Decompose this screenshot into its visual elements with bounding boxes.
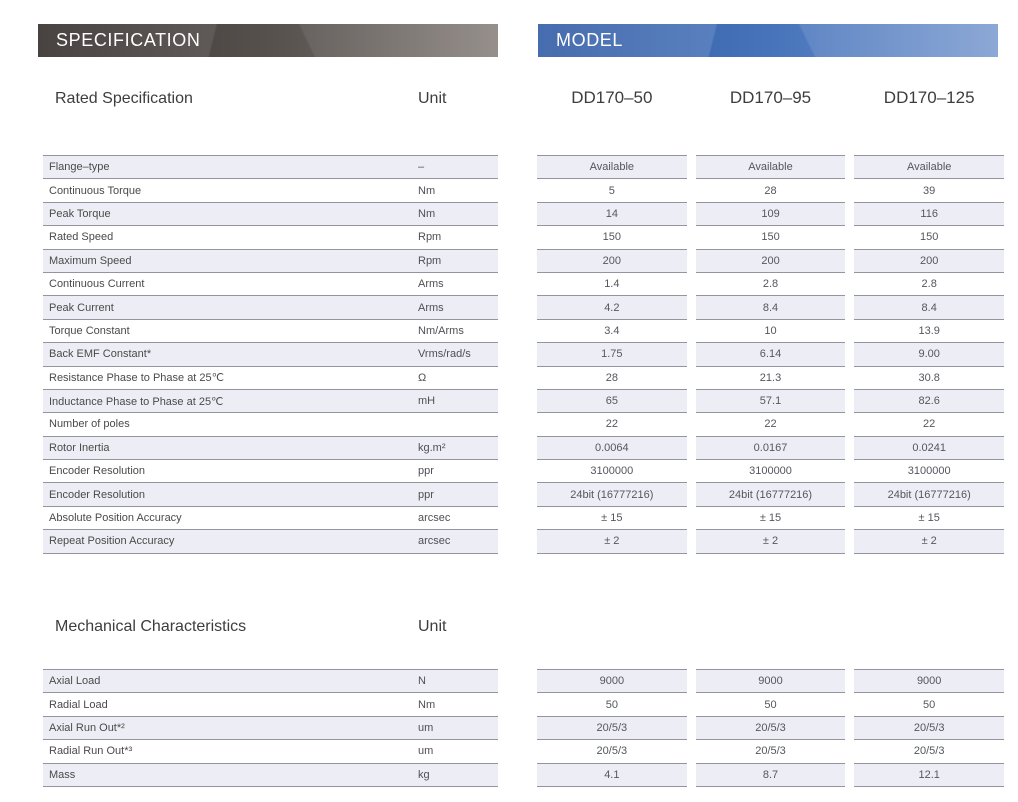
- value-cell: 22: [696, 413, 846, 436]
- value-cell: 1.4: [537, 273, 687, 296]
- value-cell: 20/5/3: [696, 740, 846, 763]
- spec-row: [43, 203, 498, 226]
- value-cell: 3100000: [537, 460, 687, 483]
- value-cell: 150: [537, 226, 687, 249]
- spec-row: [43, 320, 498, 343]
- row-unit: Nm/Arms: [418, 324, 464, 337]
- spec-row: [43, 390, 498, 413]
- rated-unit-header: Unit: [418, 90, 447, 107]
- value-cell: Available: [537, 156, 687, 179]
- value-cell: Available: [854, 156, 1004, 179]
- value-cell: 0.0064: [537, 437, 687, 460]
- spec-row: [43, 296, 498, 319]
- model-banner-label: MODEL: [556, 30, 624, 50]
- row-unit: kg: [418, 768, 430, 781]
- model-header-row: [537, 88, 1004, 108]
- spec-row: [43, 693, 498, 716]
- row-unit: –: [418, 161, 425, 174]
- model-name: DD170–95: [729, 88, 812, 107]
- value-cell: 0.0167: [696, 437, 846, 460]
- model-value-column: [696, 669, 846, 787]
- row-label: Encoder Resolution: [49, 465, 146, 478]
- row-unit: Rpm: [418, 231, 442, 244]
- model-value-column: [696, 155, 846, 554]
- row-unit: Nm: [418, 184, 436, 197]
- row-label: Back EMF Constant*: [49, 348, 152, 361]
- row-label: Continuous Current: [49, 278, 145, 291]
- spec-row: [43, 717, 498, 740]
- value-cell: 150: [696, 226, 846, 249]
- value-cell: 14: [537, 203, 687, 226]
- value-cell: 10: [696, 320, 846, 343]
- value-cell: 24bit (16777216): [696, 483, 846, 506]
- row-label: Rotor Inertia: [49, 441, 110, 454]
- value-cell: ± 15: [696, 507, 846, 530]
- value-cell: 9000: [854, 670, 1004, 693]
- value-cell: ± 15: [854, 507, 1004, 530]
- value-cell: 200: [854, 250, 1004, 273]
- row-label: Continuous Torque: [49, 184, 142, 197]
- value-cell: Available: [696, 156, 846, 179]
- spec-row: [43, 670, 498, 693]
- value-cell: 0.0241: [854, 437, 1004, 460]
- model-name: DD170–125: [883, 88, 975, 107]
- row-unit: Arms: [418, 278, 444, 291]
- value-cell: 2.8: [696, 273, 846, 296]
- value-cell: 28: [537, 367, 687, 390]
- spec-row: [43, 156, 498, 179]
- row-unit: ppr: [418, 488, 434, 501]
- rated-spec-table: [43, 155, 498, 554]
- row-label: Radial Run Out*³: [49, 745, 133, 758]
- value-cell: 9000: [537, 670, 687, 693]
- value-cell: 50: [537, 693, 687, 716]
- value-cell: 13.9: [854, 320, 1004, 343]
- value-cell: 28: [696, 179, 846, 202]
- row-label: Radial Load: [49, 698, 108, 711]
- row-unit: arcsec: [418, 535, 451, 548]
- model-value-column: [537, 155, 687, 554]
- value-cell: 9.00: [854, 343, 1004, 366]
- spec-row: [43, 250, 498, 273]
- row-unit: Ω: [418, 371, 427, 384]
- value-cell: 200: [537, 250, 687, 273]
- value-cell: 30.8: [854, 367, 1004, 390]
- row-label: Rated Speed: [49, 231, 114, 244]
- value-cell: 20/5/3: [854, 740, 1004, 763]
- spec-row: [43, 483, 498, 506]
- specification-banner-label: SPECIFICATION: [56, 30, 201, 50]
- value-cell: 24bit (16777216): [854, 483, 1004, 506]
- spec-row: [43, 530, 498, 553]
- value-cell: 9000: [696, 670, 846, 693]
- row-label: Inductance Phase to Phase at 25℃: [49, 395, 224, 408]
- row-label: Encoder Resolution: [49, 488, 146, 501]
- value-cell: 200: [696, 250, 846, 273]
- row-label: Peak Current: [49, 301, 114, 314]
- value-cell: 24bit (16777216): [537, 483, 687, 506]
- row-unit: Rpm: [418, 254, 442, 267]
- spec-row: [43, 343, 498, 366]
- value-cell: 20/5/3: [696, 717, 846, 740]
- value-cell: 22: [854, 413, 1004, 436]
- value-cell: 20/5/3: [854, 717, 1004, 740]
- value-cell: ± 2: [696, 530, 846, 553]
- spec-row: [43, 764, 498, 787]
- row-unit: arcsec: [418, 512, 451, 525]
- spec-row: [43, 273, 498, 296]
- value-cell: 116: [854, 203, 1004, 226]
- value-cell: 82.6: [854, 390, 1004, 413]
- value-cell: ± 15: [537, 507, 687, 530]
- value-cell: 20/5/3: [537, 740, 687, 763]
- row-label: Resistance Phase to Phase at 25℃: [49, 372, 225, 385]
- value-cell: 4.2: [537, 296, 687, 319]
- value-cell: 3100000: [854, 460, 1004, 483]
- model-name: DD170–50: [571, 88, 653, 107]
- value-cell: 109: [696, 203, 846, 226]
- mechanical-unit-header: Unit: [418, 618, 447, 635]
- row-label: Repeat Position Accuracy: [49, 535, 175, 548]
- value-cell: 3.4: [537, 320, 687, 343]
- mechanical-spec-table: [43, 669, 498, 787]
- spec-row: [43, 179, 498, 202]
- value-cell: 20/5/3: [537, 717, 687, 740]
- value-cell: 8.4: [854, 296, 1004, 319]
- rated-specification-title: Rated Specification: [55, 90, 193, 107]
- spec-row: [43, 460, 498, 483]
- value-cell: 50: [696, 693, 846, 716]
- row-label: Torque Constant: [49, 324, 130, 337]
- row-unit: ppr: [418, 465, 434, 478]
- row-unit: um: [418, 745, 434, 758]
- model-banner: [538, 24, 998, 57]
- value-cell: 1.75: [537, 343, 687, 366]
- spec-row: [43, 507, 498, 530]
- row-label: Absolute Position Accuracy: [49, 512, 182, 525]
- row-label: Axial Load: [49, 675, 101, 688]
- value-cell: 65: [537, 390, 687, 413]
- spec-row: [43, 740, 498, 763]
- row-label: Number of poles: [49, 418, 130, 431]
- model-value-column: [537, 669, 687, 787]
- value-cell: 12.1: [854, 764, 1004, 787]
- value-cell: 50: [854, 693, 1004, 716]
- value-cell: 150: [854, 226, 1004, 249]
- row-unit: mH: [418, 395, 436, 408]
- spec-row: [43, 437, 498, 460]
- value-cell: ± 2: [537, 530, 687, 553]
- spec-row: [43, 367, 498, 390]
- mechanical-values-tables: [537, 669, 1004, 787]
- row-label: Axial Run Out*²: [49, 721, 125, 734]
- model-value-column: [854, 155, 1004, 554]
- row-label: Flange–type: [49, 161, 110, 174]
- row-label: Peak Torque: [49, 207, 111, 220]
- spec-row: [43, 413, 498, 436]
- value-cell: 8.4: [696, 296, 846, 319]
- value-cell: 5: [537, 179, 687, 202]
- value-cell: 57.1: [696, 390, 846, 413]
- row-unit: um: [418, 721, 434, 734]
- row-unit: Nm: [418, 698, 436, 711]
- value-cell: 8.7: [696, 764, 846, 787]
- value-cell: 21.3: [696, 367, 846, 390]
- model-value-column: [854, 669, 1004, 787]
- specification-banner: [38, 24, 498, 57]
- spec-row: [43, 226, 498, 249]
- row-label: Mass: [49, 768, 76, 781]
- value-cell: ± 2: [854, 530, 1004, 553]
- value-cell: 4.1: [537, 764, 687, 787]
- row-unit: kg.m²: [418, 441, 446, 454]
- value-cell: 39: [854, 179, 1004, 202]
- row-unit: Nm: [418, 207, 436, 220]
- rated-values-tables: [537, 155, 1004, 554]
- value-cell: 2.8: [854, 273, 1004, 296]
- row-unit: N: [418, 675, 426, 688]
- value-cell: 3100000: [696, 460, 846, 483]
- value-cell: 22: [537, 413, 687, 436]
- row-unit: Vrms/rad/s: [418, 348, 471, 361]
- mechanical-characteristics-title: Mechanical Characteristics: [55, 618, 247, 635]
- row-label: Maximum Speed: [49, 254, 132, 267]
- value-cell: 6.14: [696, 343, 846, 366]
- row-unit: Arms: [418, 301, 444, 314]
